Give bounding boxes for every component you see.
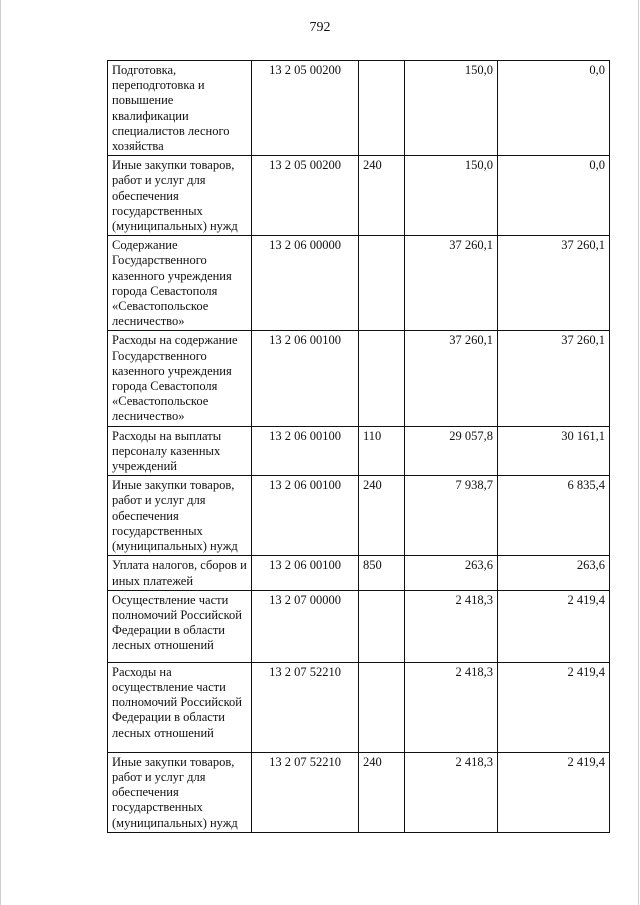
- page-number: 792: [309, 20, 331, 35]
- cell-expense-type: 240: [359, 156, 405, 236]
- cell-code: 13 2 05 00200: [252, 61, 359, 156]
- cell-expense-type: 850: [359, 556, 405, 590]
- cell-expense-type: 240: [359, 752, 405, 832]
- cell-code: 13 2 06 00100: [252, 331, 359, 426]
- cell-name: Содержание Государственного казенного учреждения города Севастополя «Севастопольское лесничество»: [108, 236, 252, 331]
- cell-year2: 0,0: [498, 156, 610, 236]
- cell-expense-type: [359, 331, 405, 426]
- cell-name: Расходы на выплаты персоналу казенных учреждений: [108, 426, 252, 476]
- scan-edge-right: [638, 0, 639, 905]
- cell-year2: 37 260,1: [498, 331, 610, 426]
- table-row: [108, 156, 610, 236]
- cell-year1: 7 938,7: [405, 476, 498, 556]
- cell-year2: 263,6: [498, 556, 610, 590]
- cell-year1: 2 418,3: [405, 662, 498, 752]
- cell-name: Осуществление части полномочий Российской Федерации в области лесных отношений: [108, 590, 252, 662]
- cell-code: 13 2 06 00100: [252, 476, 359, 556]
- table-row: [108, 590, 610, 662]
- cell-year1: 37 260,1: [405, 236, 498, 331]
- cell-name: Расходы на осуществление части полномочий Российской Федерации в области лесных отношений: [108, 662, 252, 752]
- table-row: [108, 236, 610, 331]
- cell-year1: 150,0: [405, 156, 498, 236]
- cell-code: 13 2 06 00100: [252, 556, 359, 590]
- table-row: [108, 476, 610, 556]
- cell-expense-type: [359, 662, 405, 752]
- cell-expense-type: [359, 61, 405, 156]
- cell-year1: 2 418,3: [405, 752, 498, 832]
- table-row: [108, 61, 610, 156]
- cell-code: 13 2 06 00000: [252, 236, 359, 331]
- cell-year1: 150,0: [405, 61, 498, 156]
- cell-year2: 2 419,4: [498, 752, 610, 832]
- scan-edge-left: [0, 0, 1, 905]
- cell-year2: 0,0: [498, 61, 610, 156]
- cell-code: 13 2 07 00000: [252, 590, 359, 662]
- cell-expense-type: [359, 590, 405, 662]
- cell-year1: 29 057,8: [405, 426, 498, 476]
- cell-year1: 37 260,1: [405, 331, 498, 426]
- cell-name: Иные закупки товаров, работ и услуг для обеспечения государственных (муниципальных) нужд: [108, 156, 252, 236]
- cell-year1: 2 418,3: [405, 590, 498, 662]
- cell-name: Расходы на содержание Государственного казенного учреждения города Севастополя «Севастопольское лесничество»: [108, 331, 252, 426]
- table-row: [108, 752, 610, 832]
- cell-expense-type: 110: [359, 426, 405, 476]
- cell-expense-type: 240: [359, 476, 405, 556]
- cell-code: 13 2 07 52210: [252, 752, 359, 832]
- budget-table: [107, 60, 610, 833]
- cell-code: 13 2 05 00200: [252, 156, 359, 236]
- cell-name: Уплата налогов, сборов и иных платежей: [108, 556, 252, 590]
- table-row: [108, 426, 610, 476]
- cell-year2: 6 835,4: [498, 476, 610, 556]
- cell-year2: 30 161,1: [498, 426, 610, 476]
- cell-year2: 2 419,4: [498, 590, 610, 662]
- table-row: [108, 662, 610, 752]
- cell-year2: 2 419,4: [498, 662, 610, 752]
- cell-expense-type: [359, 236, 405, 331]
- cell-code: 13 2 07 52210: [252, 662, 359, 752]
- cell-year1: 263,6: [405, 556, 498, 590]
- table-row: [108, 556, 610, 590]
- cell-code: 13 2 06 00100: [252, 426, 359, 476]
- cell-year2: 37 260,1: [498, 236, 610, 331]
- cell-name: Иные закупки товаров, работ и услуг для обеспечения государственных (муниципальных) нужд: [108, 476, 252, 556]
- table-row: [108, 331, 610, 426]
- cell-name: Подготовка, переподготовка и повышение квалификации специалистов лесного хозяйства: [108, 61, 252, 156]
- cell-name: Иные закупки товаров, работ и услуг для обеспечения государственных (муниципальных) нужд: [108, 752, 252, 832]
